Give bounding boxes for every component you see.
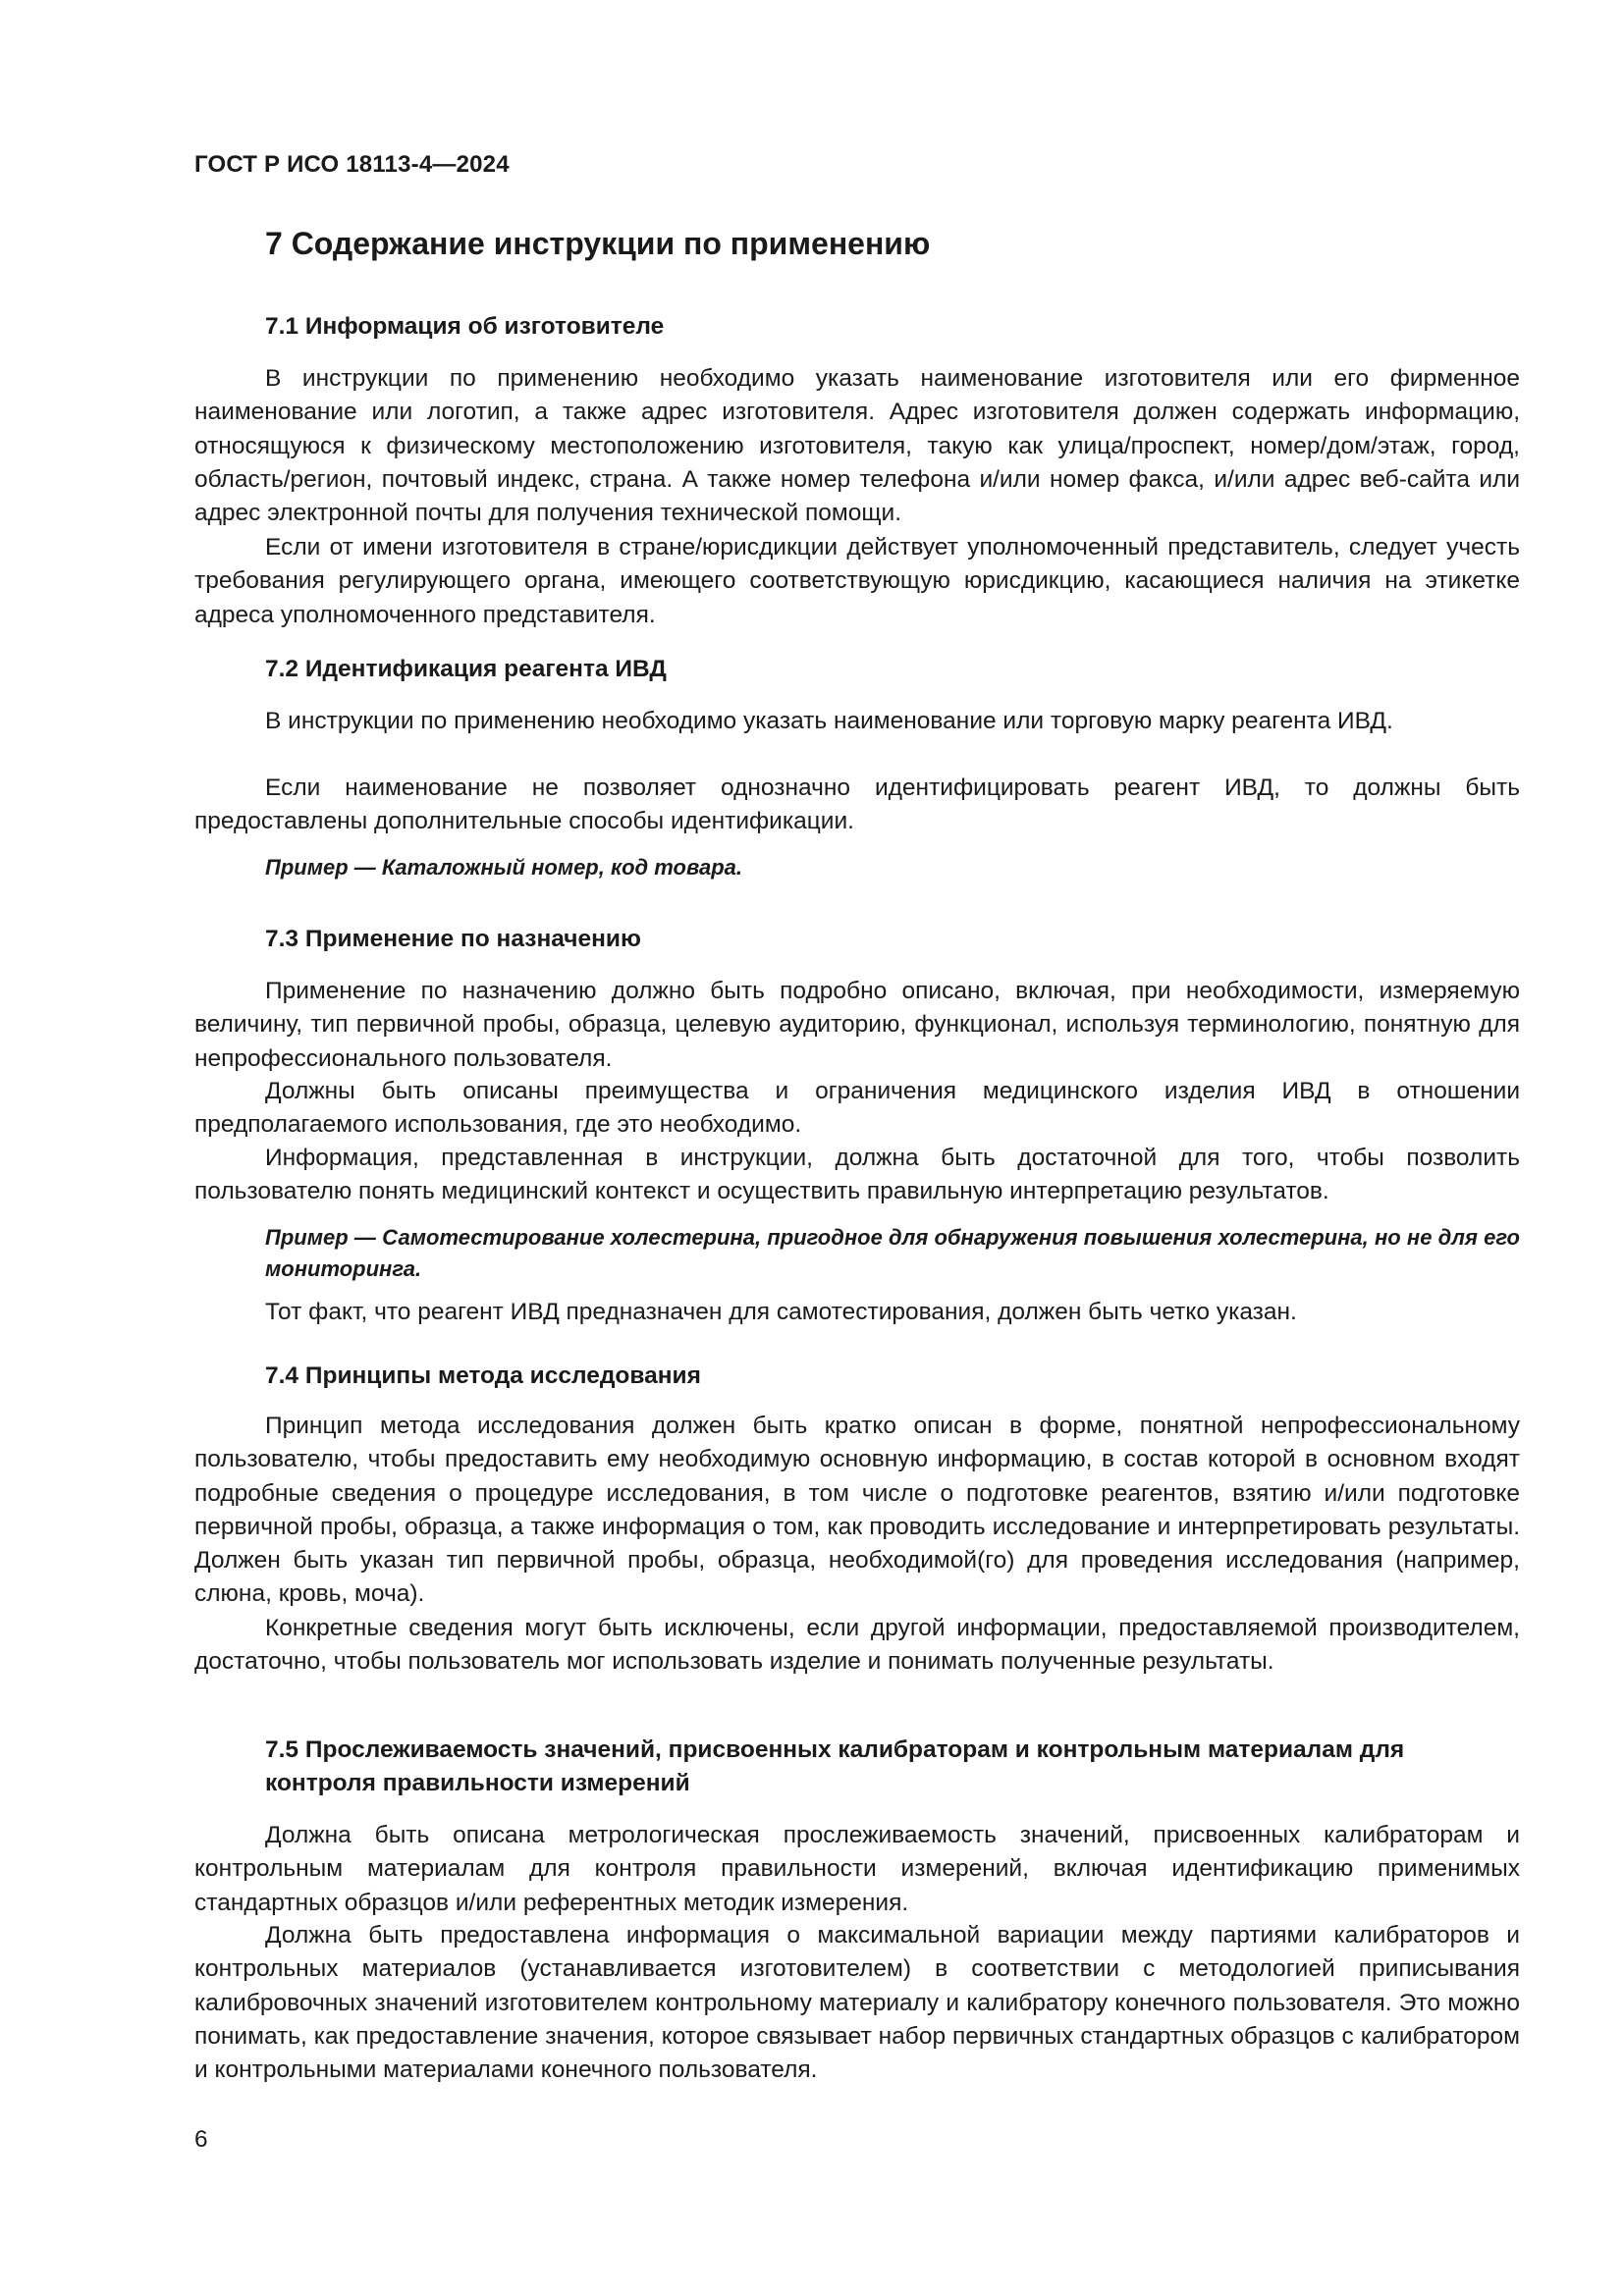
chapter-title: 7 Содержание инструкции по применению	[265, 226, 931, 261]
section-title-7-1: 7.1 Информация об изготовителе	[265, 313, 665, 340]
page-number: 6	[194, 2126, 208, 2153]
document-code: ГОСТ Р ИСО 18113-4—2024	[194, 151, 510, 178]
example-note: Пример — Самотестирование холестерина, пригодное для обнаружения повышения холестерина, но не для его мониторинга.	[265, 1225, 1520, 1281]
paragraph: Применение по назначению должно быть подробно описано, включая, при необходимости, измеряемую величину, тип первичной пробы, образца, целевую аудиторию, функционал, используя терминологию, понятную для непрофессионального пользователя.	[194, 978, 1520, 1072]
section-title-7-4: 7.4 Принципы метода исследования	[265, 1362, 701, 1389]
paragraph: В инструкции по применению необходимо указать наименование или торговую марку реагента ИВД.	[265, 708, 1393, 734]
section-title-7-2: 7.2 Идентификация реагента ИВД	[265, 656, 667, 682]
paragraph: В инструкции по применению необходимо указать наименование изготовителя или его фирменное наименование или логотип, а также адрес изготовителя. Адрес изготовителя должен содержать информацию, относящуюся к физическому местоположению изготовителя, такую как улица/проспект, номер/дом/этаж, город, область/регион, почтовый индекс, страна. А также номер телефона и/или номер факса, и/или адрес веб-сайта или адрес электронной почты для получения технической помощи.	[194, 365, 1520, 527]
section-title-7-5: 7.5 Прослеживаемость значений, присвоенных калибраторам и контрольным материалам для контроля правильности измерений	[265, 1736, 1405, 1796]
paragraph: Информация, представленная в инструкции, должна быть достаточной для того, чтобы позволить пользователю понять медицинский контекст и осуществить правильную интерпретацию результатов.	[194, 1145, 1520, 1205]
paragraph: Если от имени изготовителя в стране/юрисдикции действует уполномоченный представитель, следует учесть требования регулирующего органа, имеющего соответствующую юрисдикцию, касающиеся наличия на этикетке адреса уполномоченного представителя.	[194, 534, 1520, 628]
paragraph: Тот факт, что реагент ИВД предназначен для самотестирования, должен быть четко указан.	[265, 1299, 1297, 1325]
paragraph: Должна быть описана метрологическая прослеживаемость значений, присвоенных калибраторам и контрольным материалам для контроля правильности измерений, включая идентификацию применимых стандартных образцов и/или референтных методик измерения.	[194, 1822, 1520, 1916]
paragraph: Должна быть предоставлена информация о максимальной вариации между партиями калибраторов и контрольных материалов (устанавливается изготовителем) в соответствии с методологией приписывания калибровочных значений изготовителем контрольному материалу и калибратору конечного пользователя. Это можно понимать, как предоставление значения, которое связывает набор первичных стандартных образцов с калибратором и контрольными материалами конечного пользователя.	[194, 1922, 1520, 2084]
paragraph: Если наименование не позволяет однозначно идентифицировать реагент ИВД, то должны быть предоставлены дополнительные способы идентификации.	[194, 774, 1520, 835]
example-note: Пример — Каталожный номер, код товара.	[265, 855, 742, 880]
section-title-7-3: 7.3 Применение по назначению	[265, 926, 641, 952]
paragraph: Принцип метода исследования должен быть кратко описан в форме, понятной непрофессиональному пользователю, чтобы предоставить ему необходимую основную информацию, в состав которой в основном входят подробные сведения о процедуре исследования, в том числе о подготовке реагентов, взятию и/или подготовке первичной пробы, образца, а также информация о том, как проводить исследование и интерпретировать результаты. Должен быть указан тип первичной пробы, образца, необходимой(го) для проведения исследования (например, слюна, кровь, моча).	[194, 1413, 1520, 1608]
paragraph: Конкретные сведения могут быть исключены, если другой информации, предоставляемой производителем, достаточно, чтобы пользователь мог использовать изделие и понимать полученные результаты.	[194, 1615, 1520, 1676]
paragraph: Должны быть описаны преимущества и ограничения медицинского изделия ИВД в отношении предполагаемого использования, где это необходимо.	[194, 1078, 1520, 1139]
